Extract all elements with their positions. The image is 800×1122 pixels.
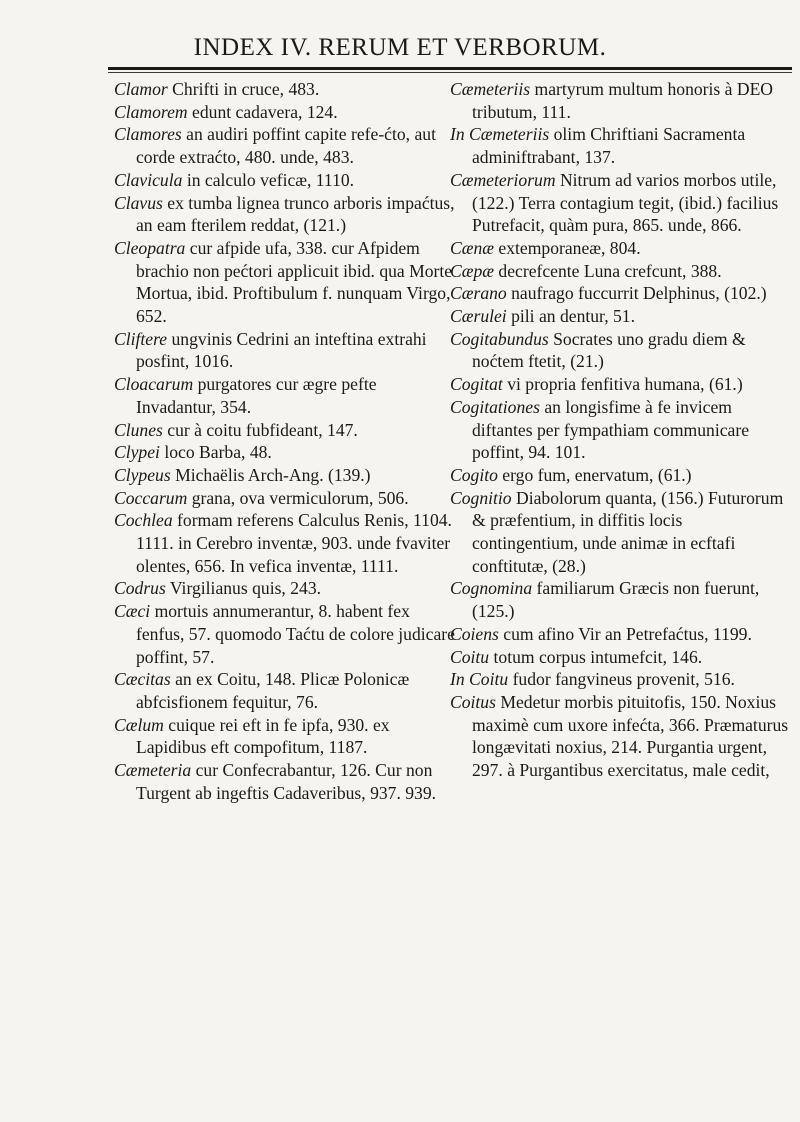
- entry-headword: Clunes: [114, 419, 163, 440]
- index-entry: [450, 373, 792, 396]
- index-entry: [114, 101, 456, 124]
- index-entry: [450, 328, 792, 373]
- entry-headword: Coitus: [450, 691, 496, 712]
- entry-headword: Cæmeteriis: [450, 79, 531, 99]
- index-entry: [450, 260, 792, 283]
- entry-headword: Clypeus: [114, 464, 171, 485]
- entry-text: martyrum multum honoris à DEO tributum, 111.: [472, 79, 774, 122]
- left-column: [114, 78, 456, 805]
- entry-text: ex tumba lignea trunco arboris impaćtus, an eam fterilem reddat, (121.): [136, 192, 455, 236]
- entry-text: naufrago fuccurrit Delphinus, (102.): [506, 283, 767, 304]
- entry-headword: Cæpæ: [450, 260, 495, 281]
- entry-text: vi propria fenfitiva humana, (61.): [502, 374, 743, 395]
- entry-text: totum corpus intumefcit, 146.: [489, 646, 703, 667]
- index-entry: [114, 464, 456, 487]
- entry-text: ergo fum, enervatum, (61.): [497, 464, 692, 485]
- index-entry: [450, 78, 792, 123]
- entry-headword: Cæci: [114, 601, 151, 622]
- entry-text: Chrifti in cruce, 483.: [167, 79, 320, 99]
- index-entry: [450, 305, 792, 328]
- entry-text: an longisfime à fe invicem diftantes per fympathiam communicare poffint, 94. 101.: [472, 396, 749, 463]
- index-entry: [114, 192, 456, 237]
- index-entry: [450, 396, 792, 464]
- entry-text: purgatores cur ægre pefte Invadantur, 354.: [136, 374, 377, 417]
- index-entry: [114, 169, 456, 192]
- entry-headword: Cognitio: [450, 487, 512, 508]
- index-entry: [114, 668, 456, 713]
- entry-headword: Cogitat: [450, 374, 503, 395]
- index-entry: [114, 123, 456, 168]
- entry-text: grana, ova vermiculorum, 506.: [187, 487, 409, 508]
- entry-headword: Cogitabundus: [450, 328, 549, 349]
- entry-headword: Cognomina: [450, 578, 533, 599]
- index-entry: [114, 487, 456, 510]
- index-entry: [114, 441, 456, 464]
- entry-text: loco Barba, 48.: [159, 442, 272, 463]
- index-entry: [114, 600, 456, 668]
- entry-text: Virgilianus quis, 243.: [165, 578, 322, 599]
- index-entry: [114, 577, 456, 600]
- header-rule: [108, 67, 792, 70]
- entry-text: cur à coitu fubfideant, 147.: [162, 419, 358, 440]
- entry-text: edunt cadavera, 124.: [187, 101, 338, 122]
- entry-headword: Cogitationes: [450, 396, 540, 417]
- entry-headword: Cælum: [114, 714, 164, 735]
- entry-headword: Cæcitas: [114, 669, 171, 690]
- entry-headword: Coitu: [450, 646, 490, 667]
- index-entry: [450, 237, 792, 260]
- entry-text: pili an dentur, 51.: [506, 306, 635, 327]
- index-entry: [450, 123, 792, 168]
- index-entry: [114, 419, 456, 442]
- entry-headword: Cæmeteria: [114, 760, 192, 781]
- entry-text: an audiri poffint capite refe-ćto, aut corde extraćto, 480. unde, 483.: [136, 124, 436, 168]
- entry-text: mortuis annumerantur, 8. habent fex fenfus, 57. quomodo Taćtu de colore judicare poffint, 57.: [136, 601, 455, 667]
- entry-text: cur Confecrabantur, 126. Cur non Turgent ab ingeftis Cadaveribus, 937. 939.: [136, 760, 437, 803]
- entry-text: in calculo veficæ, 1110.: [182, 169, 355, 190]
- index-entry: [450, 487, 792, 578]
- right-column: [450, 78, 792, 782]
- entry-text: Nitrum ad varios morbos utile, (122.) Terra contagium tegit, (ibid.) facilius Putrefacit, quàm pura, 865. unde, 866.: [472, 169, 779, 236]
- index-entry: [450, 282, 792, 305]
- entry-headword: Cærulei: [450, 306, 507, 327]
- entry-headword: Clypei: [114, 442, 160, 463]
- entry-headword: Clamor: [114, 79, 168, 99]
- index-entry: [450, 577, 792, 622]
- entry-text: Medetur morbis pituitofis, 150. Noxius maximè cum uxore infećta, 366. Præmaturus longævitati noxius, 214. Purgantia urgent, 297. à Purgantibus exercitatus, male cedit,: [472, 691, 789, 781]
- entry-text: fudor fangvineus provenit, 516.: [508, 669, 735, 690]
- entry-headword: Cloacarum: [114, 374, 194, 395]
- index-entry: [450, 646, 792, 669]
- index-entry: [114, 759, 456, 804]
- index-entry: [114, 714, 456, 759]
- index-entry: [114, 509, 456, 577]
- page-header: INDEX IV. RERUM ET VERBORUM.: [193, 34, 607, 61]
- entry-text: olim Chriftiani Sacramenta adminiftrabant, 137.: [472, 124, 746, 168]
- entry-headword: Cochlea: [114, 510, 173, 531]
- index-entry: [450, 464, 792, 487]
- entry-headword: Clamores: [114, 124, 182, 145]
- entry-headword: Clavicula: [114, 169, 183, 190]
- entry-headword: Cæmeteriorum: [450, 169, 556, 190]
- entry-text: Socrates uno gradu diem & noćtem ftetit, (21.): [472, 328, 746, 372]
- index-entry: [450, 623, 792, 646]
- entry-headword: Clavus: [114, 192, 163, 213]
- entry-headword: Codrus: [114, 578, 166, 599]
- entry-text: formam referens Calculus Renis, 1104. 1111. in Cerebro inventæ, 903. unde fvaviter olentes, 656. In vefica inventæ, 1111.: [136, 510, 452, 576]
- entry-headword: Coccarum: [114, 487, 188, 508]
- entry-text: Michaëlis Arch-Ang. (139.): [170, 464, 371, 485]
- index-entry: [114, 237, 456, 328]
- entry-headword: Cærano: [450, 283, 507, 304]
- index-entry: [450, 169, 792, 237]
- entry-text: cum afino Vir an Petrefaćtus, 1199.: [498, 623, 752, 644]
- entry-headword: Coiens: [450, 623, 499, 644]
- entry-headword: Cliftere: [114, 328, 168, 349]
- entry-text: an ex Coitu, 148. Plicæ Polonicæ abfcisfionem fequitur, 76.: [136, 669, 410, 712]
- index-entry: [450, 691, 792, 782]
- entry-headword: Clamorem: [114, 101, 188, 122]
- entry-headword: Cleopatra: [114, 237, 186, 258]
- entry-text: decrefcente Luna crefcunt, 388.: [494, 260, 722, 281]
- index-entry: [114, 328, 456, 373]
- entry-text: cur afpide ufa, 338. cur Afpidem brachio non pećtori applicuit ibid. qua Morte Mortua, ibid. Proftibulum f. nunquam Virgo, 652.: [136, 237, 453, 327]
- entry-text: familiarum Græcis non fuerunt, (125.): [472, 578, 760, 622]
- entry-headword: In Coitu: [450, 669, 509, 690]
- index-entry: [450, 668, 792, 691]
- entry-headword: Cogito: [450, 464, 498, 485]
- entry-text: extemporaneæ, 804.: [494, 237, 641, 258]
- index-entry: [114, 78, 456, 101]
- header-rule-thin: [108, 72, 792, 73]
- entry-text: cuique rei eft in fe ipfa, 930. ex Lapidibus eft compofitum, 1187.: [136, 714, 390, 758]
- entry-headword: Cænæ: [450, 237, 495, 258]
- entry-headword: In Cæmeteriis: [450, 124, 550, 145]
- entry-text: Diabolorum quanta, (156.) Futurorum & præfentium, in diffitis locis contingentium, unde animæ in ecftafi conftitutæ, (28.): [472, 487, 784, 576]
- index-entry: [114, 373, 456, 418]
- entry-text: ungvinis Cedrini an inteftina extrahi posfint, 1016.: [136, 328, 427, 372]
